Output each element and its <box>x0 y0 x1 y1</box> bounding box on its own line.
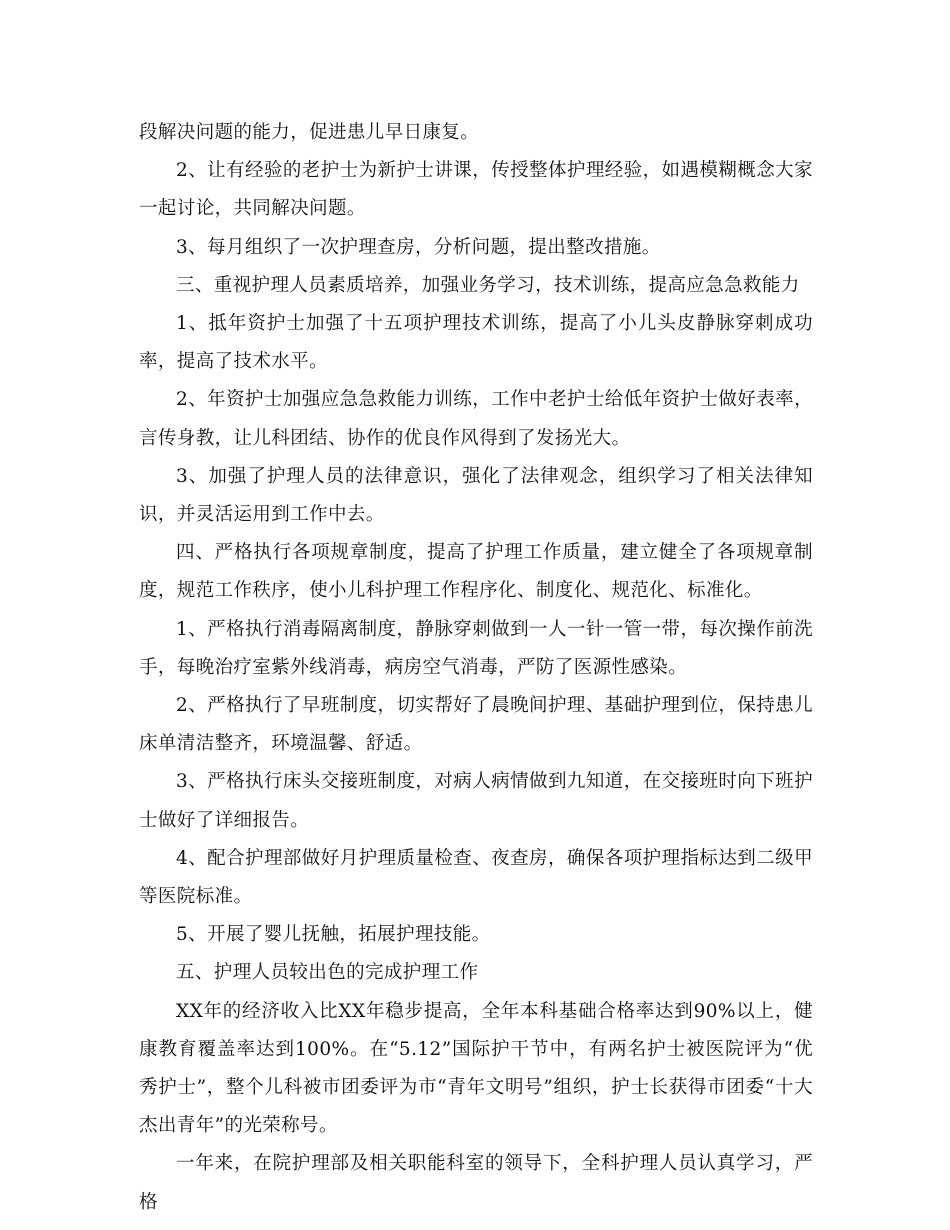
section-heading-4: 四、严格执行各项规章制度，提高了护理工作质量，建立健全了各项规章制度，规范工作秩序，使小儿科护理工作程序化、制度化、规范化、标准化。 <box>139 542 813 602</box>
document-body <box>139 114 813 1222</box>
paragraph-item-3-law: 3、加强了护理人员的法律意识，强化了法律观念，组织学习了相关法律知识，并灵活运用到工作中去。 <box>139 465 813 526</box>
paragraph-item-2-emergency: 2、年资护士加强应急急救能力训练，工作中老护士给低年资护士做好表率，言传身教，让儿科团结、协作的优良作风得到了发扬光大。 <box>139 389 813 449</box>
paragraph-item-5-infant-touch: 5、开展了婴儿抚触，拓展护理技能。 <box>176 924 491 946</box>
paragraph-item-2-lectures: 2、让有经验的老护士为新护士讲课，传授整体护理经验，如遇模糊概念大家一起讨论，共同解决问题。 <box>139 160 813 220</box>
paragraph-continuation: 段解决问题的能力，促进患儿早日康复。 <box>139 122 480 143</box>
paragraph-item-3-handover: 3、严格执行床头交接班制度，对病人病情做到九知道，在交接班时向下班护士做好了详细报告。 <box>139 771 813 831</box>
paragraph-summary: 一年来，在院护理部及相关职能科室的领导下，全科护理人员认真学习，严格 <box>139 1153 813 1213</box>
paragraph-item-2-early-shift: 2、严格执行了早班制度，切实帮好了晨晚间护理、基础护理到位，保持患儿床单清洁整齐，环境温馨、舒适。 <box>139 695 813 755</box>
paragraph-achievements: XX年的经济收入比XX年稳步提高，全年本科基础合格率达到90%以上，健康教育覆盖率达到100%。在“5.12”国际护干节中，有两名护士被医院评为“优秀护士”，整个儿科被市团委评为市“青年文明号”组织，护士长获得市团委“十大杰出青年”的光荣称号。 <box>139 1000 813 1137</box>
paragraph-item-3-rounds: 3、每月组织了一次护理查房，分析问题，提出整改措施。 <box>176 236 661 258</box>
section-heading-5: 五、护理人员较出色的完成护理工作 <box>176 962 479 984</box>
section-heading-3: 三、重视护理人员素质培养，加强业务学习，技术训练，提高应急急救能力 <box>176 274 800 296</box>
paragraph-item-1-disinfection: 1、严格执行消毒隔离制度，静脉穿刺做到一人一针一管一带，每次操作前洗手，每晚治疗室紫外线消毒，病房空气消毒，严防了医源性感染。 <box>139 618 813 678</box>
paragraph-item-4-quality: 4、配合护理部做好月护理质量检查、夜查房，确保各项护理指标达到二级甲等医院标准。 <box>139 847 813 908</box>
paragraph-item-1-training: 1、抵年资护士加强了十五项护理技术训练，提高了小儿头皮静脉穿刺成功率，提高了技术水平。 <box>139 313 813 373</box>
